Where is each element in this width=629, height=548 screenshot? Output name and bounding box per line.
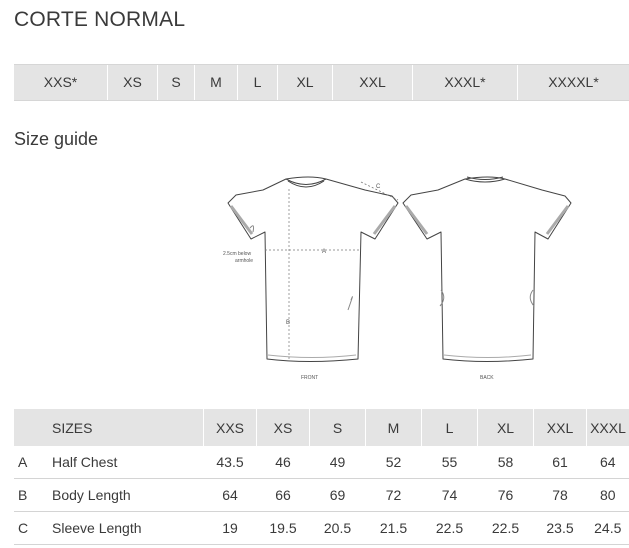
measure-lines	[265, 182, 398, 361]
tshirt-back-drawing	[403, 177, 571, 362]
table-cell: 72	[366, 479, 422, 512]
table-header-size: XXL	[534, 409, 587, 446]
table-cell: 78	[534, 479, 587, 512]
measure-c-label: C	[376, 184, 381, 190]
size-guide-heading: Size guide	[14, 129, 99, 149]
table-row	[14, 512, 629, 545]
table-row	[14, 479, 629, 512]
size-bar	[14, 64, 629, 101]
tshirt-diagram	[215, 170, 585, 385]
measure-b-label: B	[286, 320, 291, 326]
row-label: Sleeve Length	[42, 512, 204, 545]
size-bar-item: XS	[107, 65, 157, 100]
table-cell: 19.5	[257, 512, 310, 545]
measure-a-label: A	[322, 249, 327, 255]
size-bar-item: XXXXL*	[517, 65, 629, 100]
table-cell: 74	[422, 479, 478, 512]
table-cell: 80	[587, 479, 629, 512]
table-header-size: XXS	[204, 409, 257, 446]
table-cell: 64	[587, 446, 629, 479]
table-cell: 49	[310, 446, 366, 479]
table-cell: 22.5	[478, 512, 534, 545]
table-cell: 64	[204, 479, 257, 512]
table-header-blank	[14, 409, 42, 446]
size-guide-table	[14, 409, 629, 545]
row-letter: B	[14, 479, 42, 512]
table-header-sizes: SIZES	[42, 409, 204, 446]
size-bar-item: M	[194, 65, 237, 100]
row-letter: C	[14, 512, 42, 545]
table-header-size: M	[366, 409, 422, 446]
table-cell: 22.5	[422, 512, 478, 545]
table-header-row	[14, 409, 629, 446]
table-cell: 58	[478, 446, 534, 479]
table-cell: 23.5	[534, 512, 587, 545]
row-letter: A	[14, 446, 42, 479]
armhole-note-line2: armhole	[235, 258, 254, 264]
table-cell: 66	[257, 479, 310, 512]
table-header-size: L	[422, 409, 478, 446]
table-cell: 43.5	[204, 446, 257, 479]
table-header-size: S	[310, 409, 366, 446]
table-cell: 24.5	[587, 512, 629, 545]
table-cell: 20.5	[310, 512, 366, 545]
table-header-size: XS	[257, 409, 310, 446]
table-cell: 61	[534, 446, 587, 479]
row-label: Half Chest	[42, 446, 204, 479]
size-bar-item: XXL	[332, 65, 412, 100]
table-cell: 46	[257, 446, 310, 479]
table-cell: 76	[478, 479, 534, 512]
tshirt-front-drawing	[228, 177, 398, 362]
size-bar-item: XL	[277, 65, 332, 100]
size-bar-item: L	[237, 65, 277, 100]
table-header-size: XXXL	[587, 409, 629, 446]
table-cell: 19	[204, 512, 257, 545]
table-cell: 55	[422, 446, 478, 479]
armhole-note-line1: 2.5cm below	[223, 251, 252, 257]
back-label: BACK	[480, 375, 494, 381]
table-cell: 69	[310, 479, 366, 512]
row-label: Body Length	[42, 479, 204, 512]
tshirt-diagram-svg	[215, 170, 585, 385]
table-row	[14, 446, 629, 479]
table-header-size: XL	[478, 409, 534, 446]
size-bar-item: XXS*	[43, 74, 78, 90]
front-label: FRONT	[301, 375, 319, 381]
size-bar-item: XXXL*	[412, 65, 517, 100]
size-bar-item: S	[157, 65, 194, 100]
page-title: CORTE NORMAL	[14, 8, 186, 31]
table-cell: 21.5	[366, 512, 422, 545]
table-cell: 52	[366, 446, 422, 479]
